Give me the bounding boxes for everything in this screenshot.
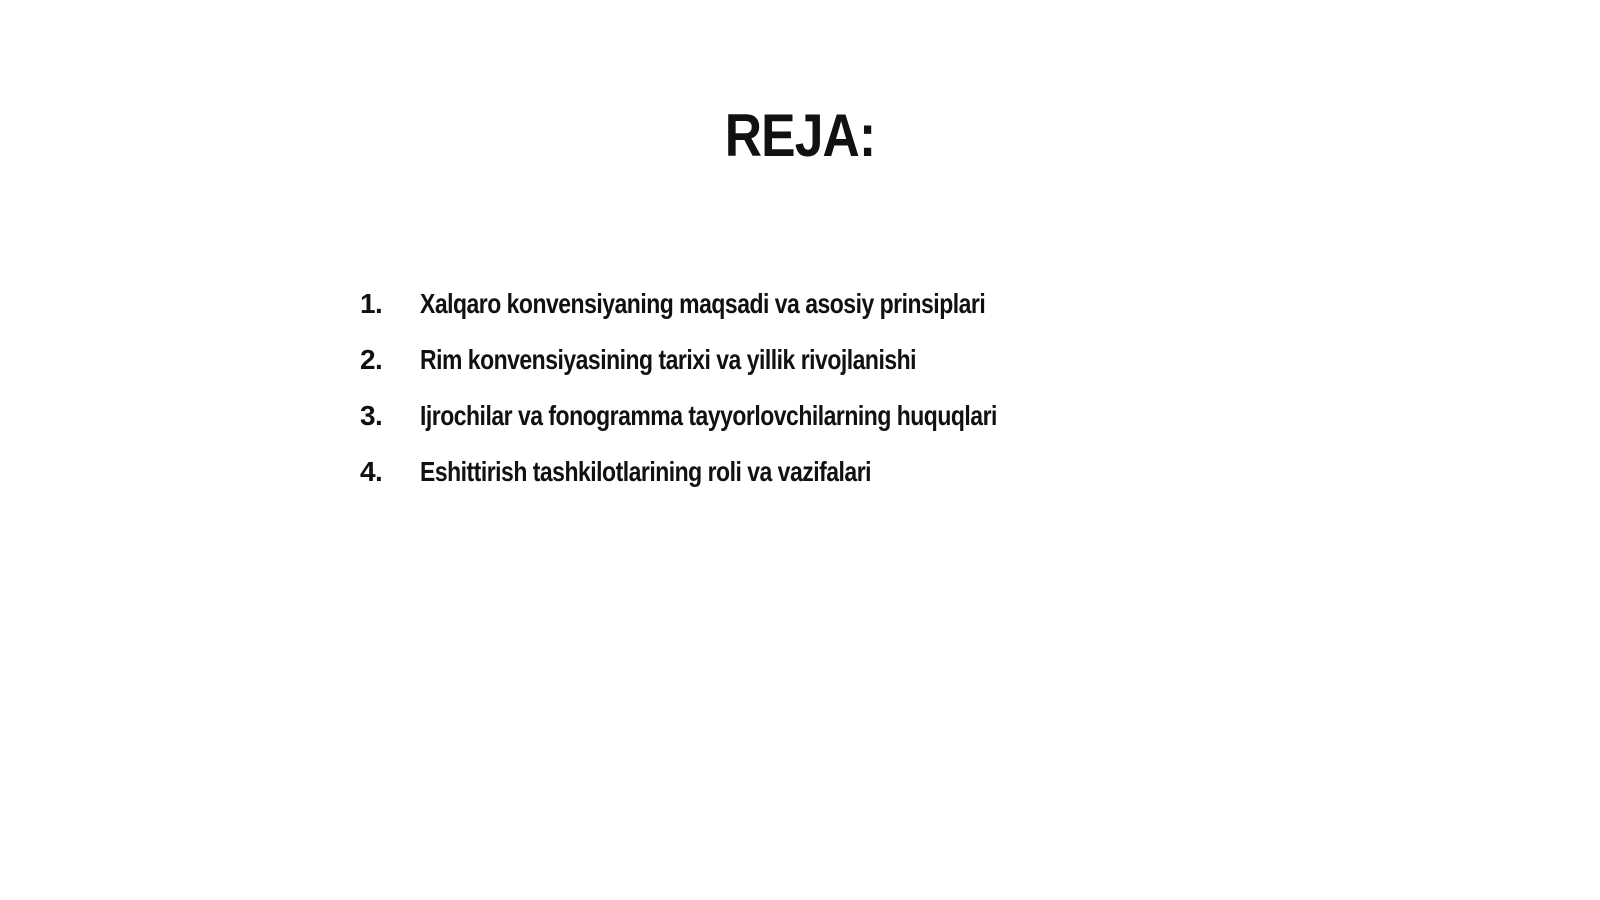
plan-item-3 xyxy=(360,400,1260,456)
plan-item-2 xyxy=(360,344,1260,400)
plan-item-number: 1. xyxy=(360,288,383,319)
slide-title: REJA: xyxy=(724,102,876,169)
plan-item-1 xyxy=(360,288,1260,344)
plan-item-text: Xalqaro konvensiyaning maqsadi va asosiy prinsiplari xyxy=(420,288,986,319)
plan-item-text: Eshittirish tashkilotlarining roli va vazifalari xyxy=(420,456,872,487)
plan-item-number: 2. xyxy=(360,344,383,375)
plan-item-text: Rim konvensiyasining tarixi va yillik rivojlanishi xyxy=(420,344,917,375)
plan-item-4 xyxy=(360,456,1260,512)
plan-item-number: 4. xyxy=(360,456,383,487)
plan-list xyxy=(360,288,1260,512)
plan-item-text: Ijrochilar va fonogramma tayyorlovchilarning huquqlari xyxy=(420,400,997,431)
plan-item-number: 3. xyxy=(360,400,383,431)
